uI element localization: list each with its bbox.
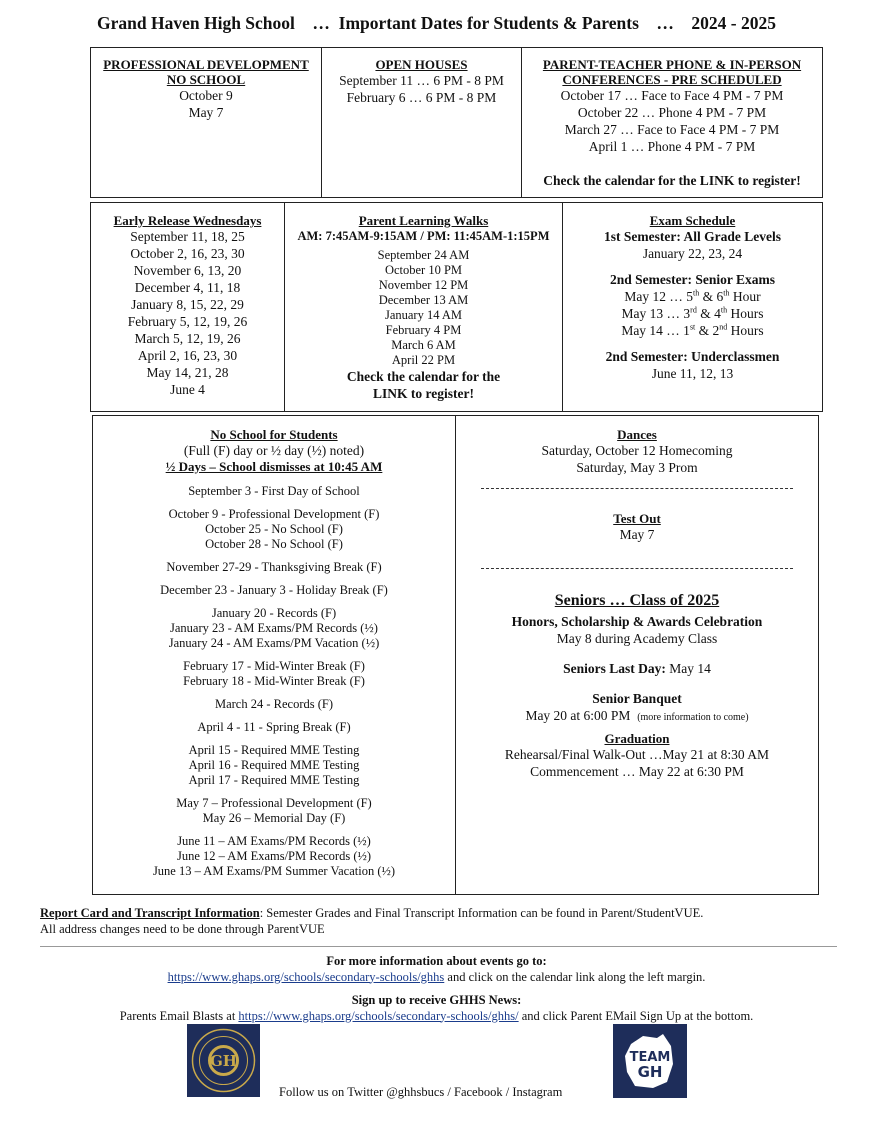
- footer-divider: [40, 946, 837, 947]
- no-school-group: [93, 659, 455, 689]
- no-school-date: March 24 - Records (F): [214, 697, 334, 711]
- early-release-dates: April 2, 16, 23, 30: [137, 348, 238, 363]
- no-school-date: January 20 - Records (F): [211, 606, 337, 620]
- underclassmen-dates: June 11, 12, 13: [651, 366, 734, 381]
- no-school-date: May 26 – Memorial Day (F): [202, 811, 346, 825]
- school-seal-logo: [187, 1024, 260, 1097]
- no-school-date: April 4 - 11 - Spring Break (F): [197, 720, 351, 734]
- learning-walks-register-note: LINK to register!: [373, 386, 474, 401]
- early-release-dates: December 4, 11, 18: [134, 280, 241, 295]
- conference-date: April 1 … Phone 4 PM - 7 PM: [588, 139, 756, 154]
- conference-date: October 17 … Face to Face 4 PM - 7 PM: [560, 88, 784, 103]
- early-release-dates: February 5, 12, 19, 26: [127, 314, 248, 329]
- test-out-date: May 7: [619, 527, 655, 542]
- seal-monogram: GH: [210, 1052, 237, 1070]
- pd-subheading: NO SCHOOL: [166, 72, 246, 87]
- no-school-group: [93, 606, 455, 651]
- conferences-section: [521, 48, 822, 197]
- early-release-dates: May 14, 21, 28: [146, 365, 229, 380]
- no-school-group: [93, 796, 455, 826]
- no-school-date: October 25 - No School (F): [205, 522, 343, 536]
- open-houses-section: [321, 48, 521, 197]
- underclassmen-title: 2nd Semester: Underclassmen: [605, 349, 780, 364]
- no-school-date: January 23 - AM Exams/PM Records (½): [170, 621, 378, 635]
- open-houses-heading: OPEN HOUSES: [375, 57, 468, 72]
- graduation-line: Rehearsal/Final Walk-Out …May 21 at 8:30 AM: [504, 747, 770, 762]
- no-school-date: June 13 – AM Exams/PM Summer Vacation (½): [152, 864, 396, 878]
- row-important-dates-middle: [90, 202, 823, 412]
- exam-schedule-heading: Exam Schedule: [649, 213, 736, 228]
- graduation-line: Commencement … May 22 at 6:30 PM: [530, 764, 744, 779]
- no-school-group: [93, 697, 455, 712]
- early-release-dates: November 6, 13, 20: [133, 263, 242, 278]
- test-out-heading: Test Out: [613, 511, 661, 526]
- email-signup-link[interactable]: https://www.ghaps.org/schools/secondary-schools/ghhs/: [238, 1008, 519, 1023]
- no-school-list: [93, 484, 455, 879]
- report-card-info: [40, 905, 840, 937]
- no-school-group: [93, 583, 455, 598]
- report-card-label: Report Card and Transcript Information: [40, 906, 260, 920]
- conference-register-note: Check the calendar for the LINK to register!: [543, 173, 801, 188]
- conferences-heading: PARENT-TEACHER PHONE & IN-PERSON: [542, 57, 802, 72]
- pd-heading: PROFESSIONAL DEVELOPMENT: [103, 57, 309, 72]
- team-text: TEAM: [629, 1050, 671, 1065]
- no-school-group: [93, 720, 455, 735]
- learning-walk-date: December 13 AM: [378, 293, 469, 307]
- conferences-subheading: CONFERENCES - PRE SCHEDULED: [562, 72, 782, 87]
- no-school-date: April 16 - Required MME Testing: [188, 758, 360, 772]
- no-school-date: October 28 - No School (F): [205, 537, 343, 551]
- learning-walk-date: February 4 PM: [385, 323, 462, 337]
- no-school-group: [93, 484, 455, 499]
- early-release-dates: September 11, 18, 25: [130, 229, 245, 244]
- no-school-legend: (Full (F) day or ½ day (½) noted): [183, 443, 365, 458]
- row-important-dates-top: [90, 47, 823, 198]
- exam-schedule-section: [562, 203, 822, 411]
- seniors-last-day: Seniors Last Day: May 14: [563, 661, 711, 676]
- pd-date: October 9: [179, 88, 233, 103]
- signup-label: Sign up to receive GHHS News:: [351, 993, 522, 1007]
- no-school-date: February 18 - Mid-Winter Break (F): [183, 674, 365, 688]
- no-school-date: November 27-29 - Thanksgiving Break (F): [166, 560, 382, 574]
- sem1-title: 1st Semester: All Grade Levels: [604, 229, 781, 244]
- learning-walk-date: March 6 AM: [391, 338, 456, 352]
- learning-walks-heading: Parent Learning Walks: [358, 213, 489, 228]
- footer-info: For more information about events go to: https://www.ghaps.org/schools/secondary-schools/ghhs and click on the calendar link along the left margin. Sign up to receive GHHS News: Parents Email Blasts at https://www.ghaps.org/schools/secondary-schools/ghhs/ and click Parent EMail Sign Up at the bottom.: [0, 954, 873, 1024]
- conference-date: October 22 … Phone 4 PM - 7 PM: [577, 105, 767, 120]
- senior-exam-line: May 13 … 3rd & 4th Hours: [621, 305, 764, 321]
- senior-exam-line: May 12 … 5th & 6th Hour: [624, 288, 761, 304]
- no-school-date: May 7 – Professional Development (F): [176, 796, 372, 810]
- events-section: [455, 416, 818, 894]
- banquet-date: May 20 at 6:00 PM (more information to come): [525, 708, 749, 723]
- early-release-dates: October 2, 16, 23, 30: [130, 246, 245, 261]
- no-school-section: [93, 416, 455, 894]
- divider: [481, 568, 793, 569]
- no-school-date: April 17 - Required MME Testing: [188, 773, 360, 787]
- open-house-date: February 6 … 6 PM - 8 PM: [346, 90, 497, 105]
- conference-date: March 27 … Face to Face 4 PM - 7 PM: [564, 122, 780, 137]
- dance-date: Saturday, May 3 Prom: [576, 460, 698, 475]
- report-card-text: : Semester Grades and Final Transcript Information can be found in Parent/StudentVUE.: [259, 906, 704, 920]
- no-school-heading: No School for Students: [210, 427, 338, 442]
- pd-section: [91, 48, 321, 197]
- pd-date: May 7: [188, 105, 224, 120]
- dances-heading: Dances: [617, 427, 657, 442]
- seniors-heading: Seniors … Class of 2025: [554, 592, 720, 609]
- divider: [481, 488, 793, 489]
- early-release-heading: Early Release Wednesdays: [113, 213, 262, 228]
- banquet-title: Senior Banquet: [592, 691, 682, 706]
- no-school-group: [93, 560, 455, 575]
- address-change-note: All address changes need to be done through ParentVUE: [40, 922, 325, 936]
- learning-walks-register-note: Check the calendar for the: [346, 369, 501, 384]
- calendar-link[interactable]: https://www.ghaps.org/schools/secondary-schools/ghhs: [167, 969, 445, 984]
- no-school-date: June 12 – AM Exams/PM Records (½): [176, 849, 372, 863]
- no-school-date: December 23 - January 3 - Holiday Break (F): [160, 583, 388, 597]
- no-school-date: September 3 - First Day of School: [188, 484, 360, 498]
- honors-date: May 8 during Academy Class: [556, 631, 718, 646]
- early-release-dates: January 8, 15, 22, 29: [131, 297, 244, 312]
- learning-walk-date: November 12 PM: [378, 278, 469, 292]
- early-release-section: [91, 203, 284, 411]
- row-important-dates-bottom: [92, 415, 819, 895]
- no-school-date: January 24 - AM Exams/PM Vacation (½): [168, 636, 380, 650]
- learning-walks-section: [284, 203, 562, 411]
- seal-icon: [187, 1024, 260, 1097]
- senior-exam-line: May 14 … 1st & 2nd Hours: [621, 322, 764, 338]
- team-gh-logo: [613, 1024, 687, 1098]
- follow-us-text: Follow us on Twitter @ghhsbucs / Facebook / Instagram: [279, 1085, 563, 1099]
- no-school-group: [93, 834, 455, 879]
- gh-text: GH: [637, 1063, 663, 1081]
- learning-walk-date: January 14 AM: [384, 308, 463, 322]
- learning-walk-date: October 10 PM: [384, 263, 463, 277]
- michigan-map-icon: [613, 1024, 687, 1098]
- no-school-date: October 9 - Professional Development (F): [168, 507, 380, 521]
- no-school-group: [93, 743, 455, 788]
- early-release-dates: June 4: [170, 382, 205, 397]
- graduation-heading: Graduation: [604, 731, 670, 746]
- sem2-senior-title: 2nd Semester: Senior Exams: [609, 272, 776, 287]
- learning-walks-times: AM: 7:45AM-9:15AM / PM: 11:45AM-1:15PM: [297, 229, 550, 243]
- no-school-date: June 11 – AM Exams/PM Records (½): [177, 834, 371, 848]
- learning-walk-date: September 24 AM: [377, 248, 470, 262]
- early-release-dates: March 5, 12, 19, 26: [134, 331, 241, 346]
- no-school-date: April 15 - Required MME Testing: [188, 743, 360, 757]
- page-title: Grand Haven High School … Important Dates for Students & Parents … 2024 - 2025: [97, 13, 776, 33]
- dance-date: Saturday, October 12 Homecoming: [541, 443, 733, 458]
- half-day-note: ½ Days – School dismisses at 10:45 AM: [165, 459, 383, 474]
- honors-title: Honors, Scholarship & Awards Celebration: [511, 614, 763, 629]
- sem1-dates: January 22, 23, 24: [642, 246, 743, 261]
- no-school-date: February 17 - Mid-Winter Break (F): [183, 659, 365, 673]
- learning-walk-date: April 22 PM: [391, 353, 456, 367]
- more-info-label: For more information about events go to:: [326, 954, 547, 968]
- no-school-group: [93, 507, 455, 552]
- open-house-date: September 11 … 6 PM - 8 PM: [339, 73, 504, 88]
